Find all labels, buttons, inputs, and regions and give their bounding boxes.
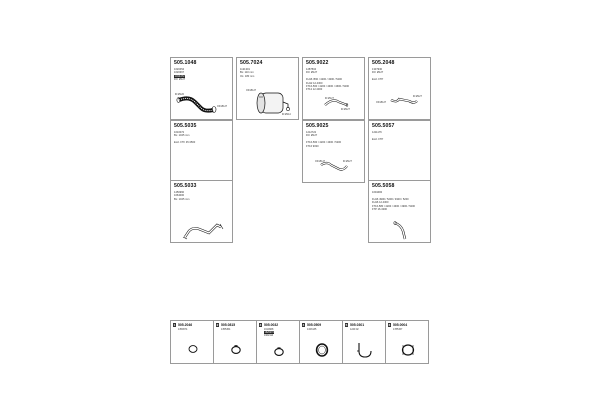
part-card[interactable]: [170, 120, 233, 183]
part-detail-line: 1355454: [221, 328, 231, 331]
part-detail-line: FT16 9030: [306, 144, 319, 148]
sleeve-clamp-illustration: [386, 321, 429, 364]
part-detail-line: 1212722: [306, 131, 317, 134]
strip-number: 1: [173, 323, 176, 327]
part-detail-line: 1343135: [307, 328, 317, 331]
part-detail-line: 1287504: [306, 68, 317, 71]
callout-left: OD Ø127: [246, 89, 257, 92]
part-detail-line: Excl. FTP: [372, 137, 384, 141]
part-card[interactable]: [236, 57, 299, 120]
part-card[interactable]: [170, 57, 233, 120]
strip-number: 5: [345, 323, 348, 327]
part-card[interactable]: [170, 180, 233, 243]
part-card[interactable]: [302, 120, 365, 183]
part-detail-line: FH16 4900 / 5200 / 4900 / 5200: [372, 197, 409, 201]
part-detail-line: 1604484: [372, 191, 383, 194]
clamp-ring-illustration: [214, 321, 257, 364]
callout-right: OD Ø127: [217, 105, 228, 108]
part-detail-line: 1626272: [264, 331, 274, 334]
part-detail-line: 1664000: [174, 194, 185, 198]
silencer-illustration: [237, 58, 299, 120]
part-detail-line: BL: 110 mm: [240, 71, 254, 75]
pipe-illustration: [369, 121, 431, 183]
strip-part[interactable]: [342, 320, 386, 364]
part-code: 505.2048: [372, 60, 395, 66]
u-bolt-illustration: [343, 321, 386, 364]
part-code: 505.1048: [174, 60, 197, 66]
gasket-ring-illustration: [300, 321, 343, 364]
callout-right: ID Ø127: [343, 160, 352, 163]
part-detail-line: FT12 12.4300: [306, 88, 323, 92]
part-card[interactable]: [368, 180, 431, 243]
flexible-pipe-illustration: [171, 58, 233, 120]
bent-pipe-illustration: [369, 181, 431, 243]
part-card[interactable]: [368, 57, 431, 120]
part-detail-line: 1610072: [174, 131, 185, 134]
part-detail-line: 1785157: [393, 328, 403, 331]
strip-part[interactable]: [299, 320, 343, 364]
part-detail-line: 1450960: [174, 191, 185, 194]
part-detail-line: FT16-560 / 4200 / 4300 / 5200: [306, 141, 342, 145]
strip-number: 3: [259, 323, 262, 327]
strip-part[interactable]: [385, 320, 429, 364]
part-card[interactable]: [368, 120, 431, 183]
part-card[interactable]: [302, 57, 365, 120]
part-detail-line: FH16 /560 / 4200 / 4300 / 5200: [306, 78, 342, 82]
part-detail-line: 1249 02: [350, 328, 359, 331]
part-detail-line: FD: Ø127: [372, 71, 384, 75]
part-detail-line: 1121301: [240, 68, 250, 71]
part-code: 505.5033: [174, 183, 197, 189]
part-code: 505.5057: [372, 123, 395, 129]
manifold-pipe-illustration: [171, 181, 233, 243]
part-detail-line: 1344472: [174, 74, 185, 78]
elbow-pipe-illustration: [303, 58, 365, 120]
part-code: 505.9022: [306, 60, 329, 66]
part-detail-line: FD: Ø127: [174, 78, 186, 82]
strip-part[interactable]: [170, 320, 214, 364]
bent-pipe-illustration: [303, 121, 365, 183]
strip-number: 4: [302, 323, 305, 327]
strip-code: 505.0815: [221, 323, 236, 327]
callout-left: OD Ø127: [315, 160, 326, 163]
strip-code: 505.0032: [264, 323, 279, 327]
callout-left: ID Ø127: [325, 97, 334, 100]
part-detail-line: 1610968: [264, 328, 274, 331]
callout-left: ID Ø120: [175, 93, 184, 96]
part-detail-line: FT16-560 / 4200 / 4300 / 4600 / 5200: [306, 85, 349, 89]
part-detail-line: BL: 1045 mm: [174, 134, 190, 138]
pipe-illustration: [171, 121, 233, 183]
part-detail-line: 1337930: [372, 68, 383, 71]
part-detail-line: BL: 1045 mm: [174, 197, 190, 201]
part-detail-line: FT16-580 / 4200 / 4300 / 4900 / 5200: [372, 204, 415, 208]
strip-code: 505.0004: [393, 323, 408, 327]
strip-part[interactable]: [256, 320, 300, 364]
clamp-ring-illustration: [171, 321, 214, 364]
part-code: 505.5058: [372, 183, 395, 189]
callout-right: ID Ø127: [341, 108, 350, 111]
callout-left: OD Ø127: [376, 101, 387, 104]
strip-number: 2: [216, 323, 219, 327]
part-detail-line: 1620367: [174, 71, 185, 75]
part-detail-line: 1211176: [372, 131, 382, 134]
part-code: 505.9025: [306, 123, 329, 129]
part-detail-line: FTP 16.4300: [372, 208, 387, 212]
part-detail-line: FD: Ø127: [306, 134, 318, 138]
strip-part[interactable]: [213, 320, 257, 364]
strip-number: 6: [388, 323, 391, 327]
part-detail-line: 1620454: [174, 68, 185, 71]
part-detail-line: FH16 12.4300: [372, 201, 389, 205]
part-detail-line: Excl. FTF 45.3500: [174, 141, 196, 145]
part-detail-line: 1962114: [264, 334, 274, 337]
clamp-ring-illustration: [257, 321, 300, 364]
part-detail-line: OL: 180 mm: [240, 74, 255, 78]
part-detail-line: Excl. FTP: [372, 78, 384, 82]
strip-code: 505.0301: [350, 323, 365, 327]
callout-right: ID Ø127: [413, 95, 422, 98]
part-detail-line: 1350674: [178, 328, 188, 331]
part-detail-line: FD: Ø127: [306, 71, 318, 75]
part-code: 505.7024: [240, 60, 263, 66]
strip-code: 505.0509: [307, 323, 322, 327]
callout-right: ID Ø114: [282, 113, 291, 116]
strip-code: 505.2046: [178, 323, 193, 327]
part-detail-line: FH12 12.4300: [306, 81, 323, 85]
bent-pipe-illustration: [369, 58, 431, 120]
part-code: 505.5035: [174, 123, 197, 129]
